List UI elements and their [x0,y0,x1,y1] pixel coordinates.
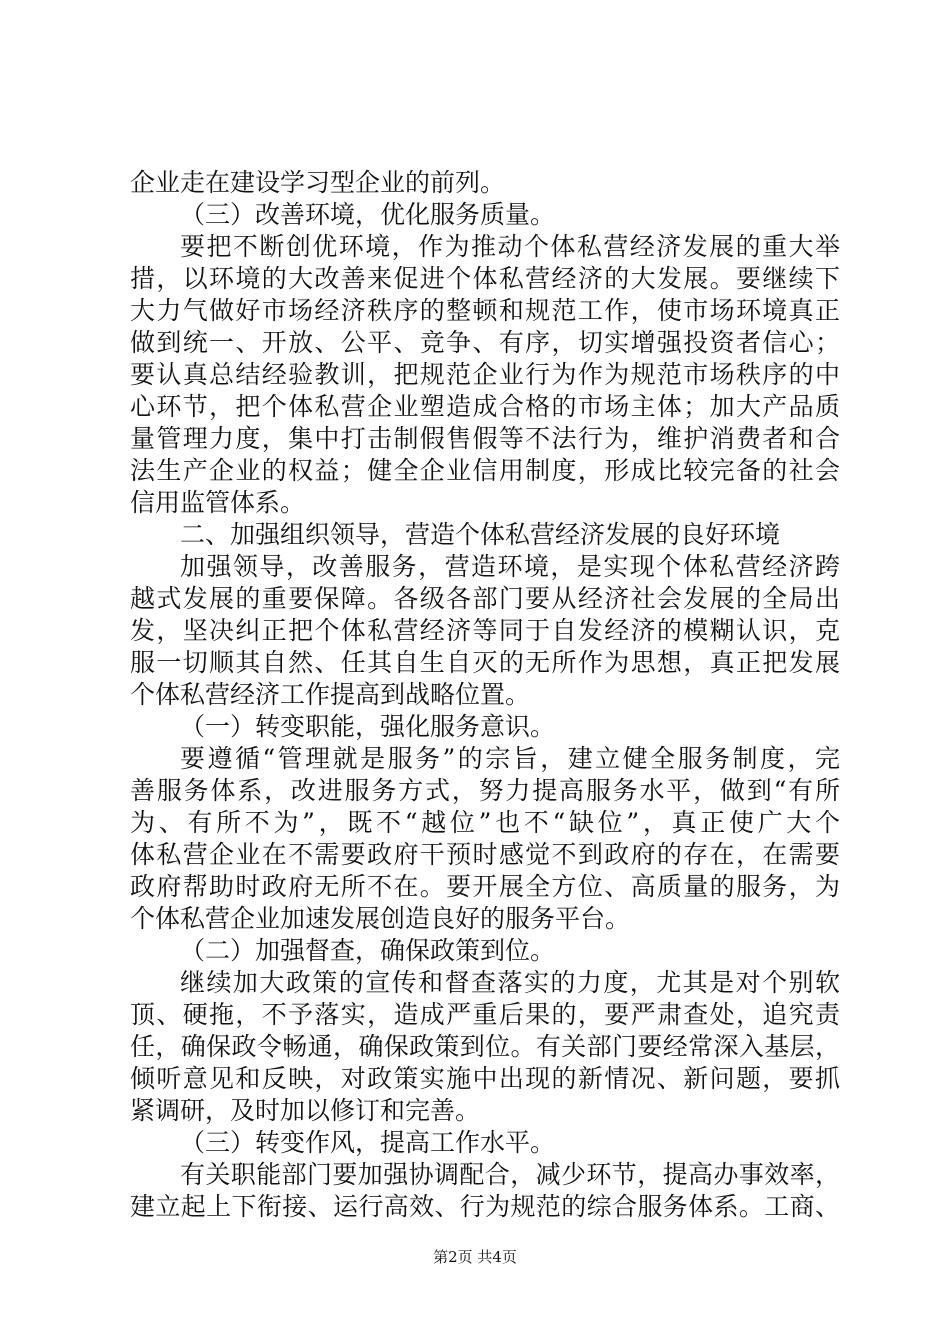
text-line: 信用监管体系。 [130,488,306,517]
text-line: 政府帮助时政府无所不在。要开展全方位、高质量的服务，为 [130,872,840,901]
text-line: 法生产企业的权益；健全企业信用制度，形成比较完备的社会 [130,456,840,485]
text-line: （三）改善环境，优化服务质量。 [180,200,556,229]
text-line: 越式发展的重要保障。各级各部门要从经济社会发展的全局出 [130,584,840,613]
text-line: 加强领导，改善服务，营造环境，是实现个体私营经济跨 [180,552,840,581]
text-line: 发，坚决纠正把个体私营经济等同于自发经济的模糊认识，克 [130,616,840,645]
text-line: 量管理力度，集中打击制假售假等不法行为，维护消费者和合 [130,424,840,453]
text-line: 大力气做好市场经济秩序的整顿和规范工作，使市场环境真正 [130,296,840,325]
text-line: 要把不断创优环境，作为推动个体私营经济发展的重大举 [180,232,840,261]
page-number: 第2页 共4页 [433,1248,517,1266]
text-line: （二）加强督查，确保政策到位。 [180,936,556,965]
text-line: 任，确保政令畅通，确保政策到位。有关部门要经常深入基层， [130,1032,840,1061]
text-line: 个体私营经济工作提高到战略位置。 [130,680,531,709]
text-line: 个体私营企业加速发展创造良好的服务平台。 [130,904,631,933]
text-line: 顶、硬拖，不予落实，造成严重后果的，要严肃查处，追究责 [130,1000,840,1029]
text-line: 有关职能部门要加强协调配合，减少环节，提高办事效率， [180,1160,840,1189]
text-line: 要认真总结经验教训，把规范企业行为作为规范市场秩序的中 [130,360,840,389]
text-line: 二、加强组织领导，营造个体私营经济发展的良好环境 [180,520,781,549]
text-line: 善服务体系，改进服务方式，努力提高服务水平，做到“有所 [130,776,840,805]
text-line: 要遵循“管理就是服务”的宗旨，建立健全服务制度，完 [180,744,840,773]
page-footer [0,1247,950,1267]
document-body [130,167,840,1223]
text-line: （三）转变作风，提高工作水平。 [180,1128,556,1157]
text-line: 继续加大政策的宣传和督查落实的力度，尤其是对个别软 [180,968,840,997]
text-line: （一）转变职能，强化服务意识。 [180,712,556,741]
text-line: 建立起上下衔接、运行高效、行为规范的综合服务体系。工商、 [130,1192,840,1221]
text-line: 紧调研，及时加以修订和完善。 [130,1096,481,1125]
text-line: 倾听意见和反映，对政策实施中出现的新情况、新问题，要抓 [130,1064,840,1093]
text-line: 企业走在建设学习型企业的前列。 [130,168,506,197]
text-line: 体私营企业在不需要政府干预时感觉不到政府的存在，在需要 [130,840,840,869]
text-line: 心环节，把个体私营企业塑造成合格的市场主体；加大产品质 [130,392,840,421]
text-line: 为、有所不为”，既不“越位”也不“缺位”，真正使广大个 [130,808,840,837]
text-line: 做到统一、开放、公平、竞争、有序，切实增强投资者信心； [130,328,840,357]
text-line: 服一切顺其自然、任其自生自灭的无所作为思想，真正把发展 [130,648,840,677]
text-line: 措，以环境的大改善来促进个体私营经济的大发展。要继续下 [130,264,840,293]
